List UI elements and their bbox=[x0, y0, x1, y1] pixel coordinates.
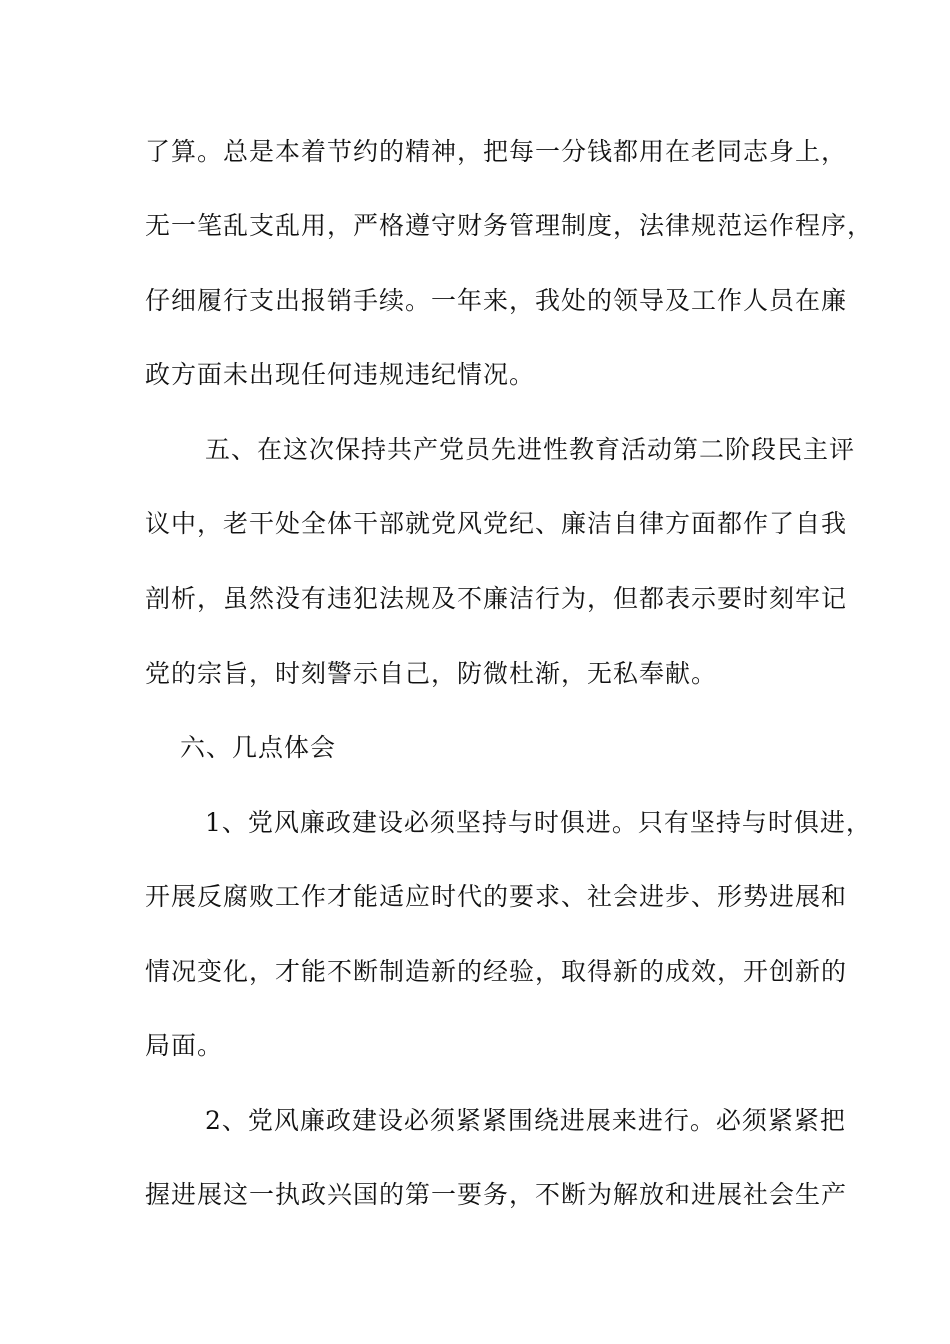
paragraph-line: 议中，老干处全体干部就党风党纪、廉洁自律方面都作了自我 bbox=[145, 509, 848, 538]
paragraph-line: 开展反腐败工作才能适应时代的要求、社会进步、形势进展和 bbox=[145, 882, 848, 911]
section-six-heading: 六、几点体会 bbox=[180, 733, 337, 762]
paragraph-line: 剖析，虽然没有违犯法规及不廉洁行为，但都表示要时刻牢记 bbox=[145, 584, 848, 613]
paragraph-line: 局面。 bbox=[145, 1031, 224, 1060]
point-two-first-line: 2、党风廉政建设必须紧紧围绕进展来进行。必须紧紧把 bbox=[205, 1106, 846, 1135]
paragraph-line: 政方面未出现任何违规违纪情况。 bbox=[145, 360, 536, 389]
paragraph-line: 仔细履行支出报销手续。一年来，我处的领导及工作人员在廉 bbox=[145, 286, 848, 315]
paragraph-line: 党的宗旨，时刻警示自己，防微杜渐，无私奉献。 bbox=[145, 659, 718, 688]
paragraph-line: 了算。总是本着节约的精神，把每一分钱都用在老同志身上， bbox=[145, 137, 848, 166]
paragraph-line: 握进展这一执政兴国的第一要务，不断为解放和进展社会生产 bbox=[145, 1180, 848, 1209]
section-five-first-line: 五、在这次保持共产党员先进性教育活动第二阶段民主评 bbox=[205, 435, 856, 464]
point-one-first-line: 1、党风廉政建设必须坚持与时俱进。只有坚持与时俱进， bbox=[205, 808, 872, 837]
paragraph-line: 无一笔乱支乱用，严格遵守财务管理制度，法律规范运作程序， bbox=[145, 211, 874, 240]
paragraph-line: 情况变化，才能不断制造新的经验，取得新的成效，开创新的 bbox=[145, 957, 848, 986]
